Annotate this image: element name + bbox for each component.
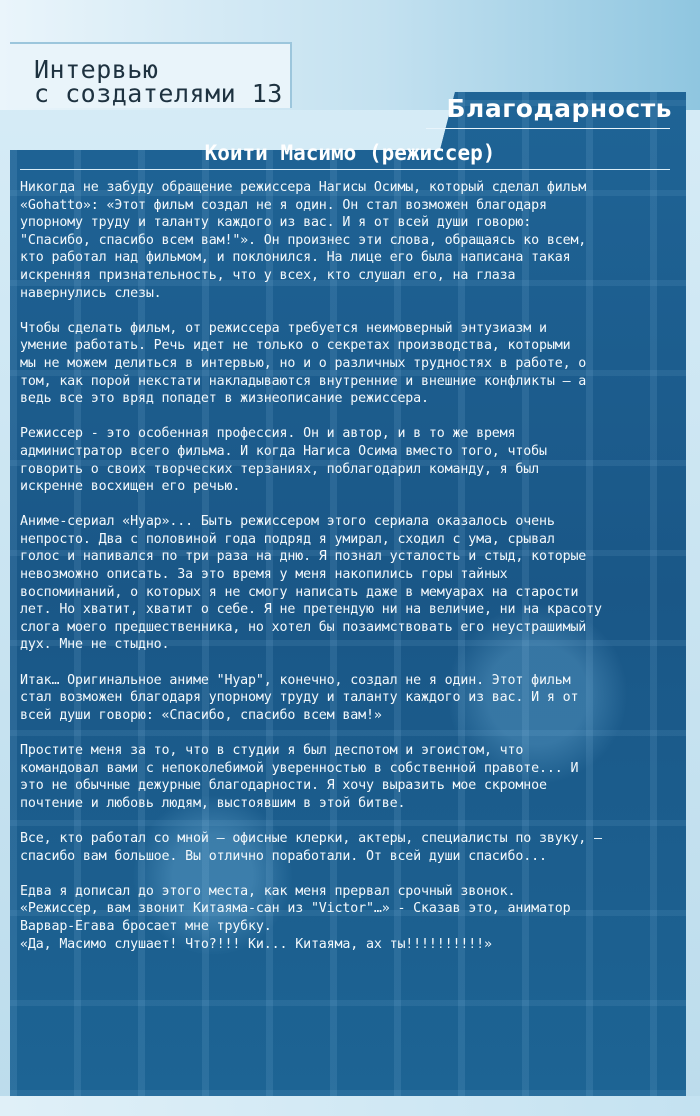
text-line: невозможно описать. За это время у меня накопились горы тайных (20, 567, 508, 583)
text-line: Итак… Оригинальное аниме "Нуар", конечно, создал не я один. Этот фильм (20, 672, 571, 688)
author-title: Коити Масимо (режиссер) (204, 141, 496, 165)
text-line: «Gohatto»: «Этот фильм создал не я один. Он стал возможен благодаря (20, 197, 547, 213)
paragraph (20, 320, 674, 408)
text-line: искренне восхищен его речью. (20, 479, 241, 495)
text-line: слога моего предшественника, но хотел бы позаимствовать его неустрашимый (20, 619, 587, 635)
text-line: Аниме-сериал «Нуар»... Быть режиссером этого сериала оказалось очень (20, 514, 555, 530)
text-line: дух. Мне не стыдно. (20, 637, 170, 653)
text-line: говорить о своих творческих терзаниях, поблагодарил команду, я был (20, 461, 539, 477)
text-line: «Да, Масимо слушает! Что?!!! Ки... Китаяма, ах ты!!!!!!!!!!» (20, 936, 492, 952)
text-line: упорному труду и таланту каждого из вас. И я от всей души говорю: (20, 215, 532, 231)
text-line: стал возможен благодаря упорному труду и таланту каждого из вас. И я от (20, 690, 579, 706)
text-line: лет. Но хватит, хватит о себе. Я не претендую ни на величие, ни на красоту (20, 602, 602, 618)
text-line: навернулись слезы. (20, 285, 162, 301)
text-line: том, как порой некстати накладываются внутренние и внешние конфликты — а (20, 373, 587, 389)
text-line: Варвар-Егава бросает мне трубку. (20, 918, 272, 934)
text-line: почтение и любовь людям, выстоявшим в этой битве. (20, 795, 406, 811)
paragraph (20, 179, 674, 302)
paragraph (20, 425, 674, 495)
author-title-rule (20, 169, 670, 170)
text-line: Едва я дописал до этого места, как меня прервал срочный звонок. (20, 883, 516, 899)
text-line: умение работать. Речь идет не только о секретах производства, которыми (20, 338, 571, 354)
paragraph (20, 830, 674, 865)
text-line: непросто. Два с половиной года подряд я умирал, сходил с ума, срывал (20, 531, 555, 547)
paragraph (20, 883, 674, 953)
text-line: голос и напивался по три раза на дню. Я познал усталость и стыд, которые (20, 549, 587, 565)
text-line: Режиссер - это особенная профессия. Он и автор, и в то же время (20, 426, 516, 442)
text-line: Чтобы сделать фильм, от режиссера требуется неимоверный энтузиазм и (20, 320, 547, 336)
paragraph (20, 672, 674, 725)
text-line: «Режиссер, вам звонит Китаяма-сан из "Victor"…» - Сказав это, аниматор (20, 901, 571, 917)
section-title-rule (426, 128, 670, 129)
text-line: командовал вами с непоколебимой уверенностью в собственной правоте... И (20, 760, 579, 776)
text-line: искренняя признательность, что у всех, кто слушал его, на глаза (20, 267, 516, 283)
text-line: Все, кто работал со мной — офисные клерки, актеры, специалисты по звуку, — (20, 830, 602, 846)
bottom-frame (0, 1096, 700, 1116)
paragraph (20, 742, 674, 812)
section-title: Благодарность (446, 94, 672, 123)
series-header-line-1: Интервью (34, 55, 159, 84)
text-line: ведь все это вряд попадет в жизнеописание режиссера. (20, 391, 429, 407)
paragraph (20, 513, 674, 654)
text-line: это не обычные дежурные благодарности. Я хочу выразить мое скромное (20, 778, 547, 794)
text-line: кто работал над фильмом, и поклонился. На лице его была написана такая (20, 250, 571, 266)
text-line: администратор всего фильма. И когда Нагиса Осима вместо того, чтобы (20, 443, 547, 459)
text-line: "Спасибо, спасибо всем вам!"». Он произнес эти слова, обращаясь ко всем, (20, 232, 587, 248)
series-header-line-2: с создателями 13 (34, 79, 283, 108)
text-line: Никогда не забуду обращение режиссера Нагисы Осимы, который сделал фильм (20, 180, 587, 195)
text-line: Простите меня за то, что в студии я был деспотом и эгоистом, что (20, 743, 524, 758)
text-line: спасибо вам большое. Вы отлично поработали. От всей души спасибо... (20, 848, 547, 864)
series-header (10, 42, 292, 108)
article-body (20, 179, 674, 953)
text-line: воспоминаний, о которых я не смогу написать даже в мемуарах на старости (20, 584, 579, 600)
text-line: мы не можем делиться в интервью, но и о различных трудностях в работе, о (20, 355, 587, 371)
text-line: всей души говорю: «Спасибо, спасибо всем вам!» (20, 707, 382, 723)
